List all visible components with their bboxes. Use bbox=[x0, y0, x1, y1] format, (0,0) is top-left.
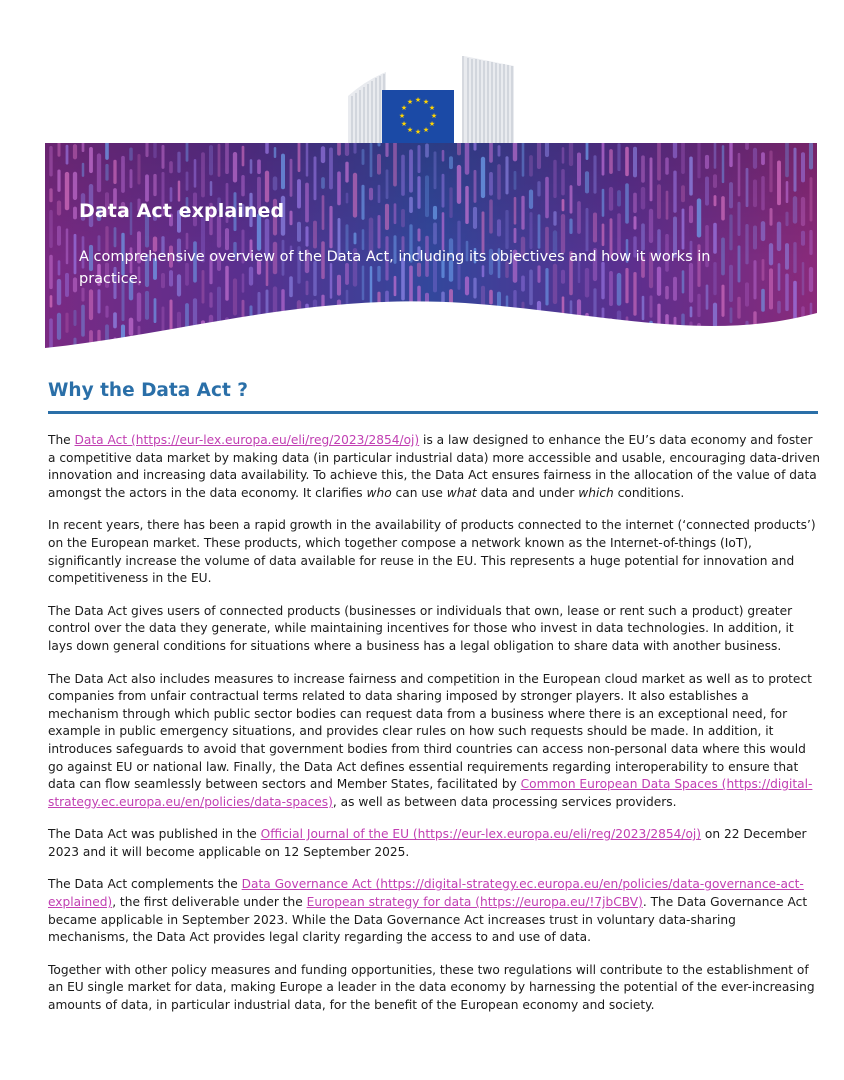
paragraph-7: Together with other policy measures and funding opportunities, these two regulations will contribute to the establishment of an EU single market for data, making Europe a leader in the data economy by harnessing the potential of the ever-increasing amounts of data, in particular industrial data, for the benefit of the European economy and society. bbox=[48, 962, 815, 1013]
paragraph-4 bbox=[48, 671, 820, 812]
svg-text:★: ★ bbox=[428, 120, 436, 128]
text-run: , as well as between data processing services providers. bbox=[332, 794, 677, 809]
text-run: . The Data Governance Act became applicable in September 2023. While the Data Governance Act increases trust in voluntary data-sharing mechanisms, the Data Act provides legal clarity regarding the access to and use of data. bbox=[48, 895, 808, 945]
svg-text:★: ★ bbox=[406, 126, 414, 134]
emphasis-what: what bbox=[446, 485, 477, 500]
text-run: The bbox=[48, 433, 75, 447]
svg-text:★: ★ bbox=[414, 128, 422, 136]
paragraph-2: In recent years, there has been a rapid growth in the availability of products connected to the internet (‘connected products’) on the European market. These products, which together compose a network known as the Internet-of-things (IoT), significantly increase the volume of data available for reuse in the EU. This represents a huge potential for innovation and competitiveness in the EU. bbox=[48, 518, 816, 586]
text-run: can use bbox=[391, 485, 447, 500]
text-run: conditions. bbox=[613, 485, 685, 500]
text-run: is a law designed to enhance the EU’s data economy and foster a competitive data market by making data (in particular industrial data) more accessible and usable, encouraging data-driven innovation and increasing data availability. To achieve this, the Data Act ensures fairness in the allocation of the value of data amongst the actors in the data economy. It clarifies bbox=[48, 433, 820, 500]
european-strategy-for-data-link[interactable]: European strategy for data (https://europa.eu/!7jbCBV) bbox=[306, 895, 643, 910]
emphasis-who: who bbox=[366, 485, 392, 500]
text-run: data and under bbox=[476, 485, 579, 500]
svg-text:★: ★ bbox=[428, 104, 436, 112]
svg-text:★: ★ bbox=[422, 98, 430, 106]
text-run: The Data Act was published in the bbox=[48, 827, 261, 842]
text-run: The Data Act also includes measures to increase fairness and competition in the European cloud market as well as to protect companies from unfair contractual terms related to data sharing imposed by stronger players. It also establishes a mechanism through which public sector bodies can request data from a business where there is an exceptional need, for example in public emergency situations, and provides clear rules on how such requests should be made. In addition, it introduces safeguards to avoid that government bodies from third countries can access non-personal data where this would go against EU or national law. Finally, the Data Act defines essential requirements regarding interoperability to ensure that data can flow seamlessly between sectors and Member States, facilitated by bbox=[48, 671, 812, 792]
text-run: , the first deliverable under the bbox=[112, 895, 307, 910]
section-divider bbox=[48, 411, 818, 414]
data-governance-act-link[interactable]: Data Governance Act (https://digital-strategy.ec.europa.eu/en/policies/data-governance-act-explained) bbox=[48, 877, 804, 910]
article-body bbox=[48, 432, 820, 1030]
text-run: The Data Act complements the bbox=[48, 877, 242, 892]
emphasis-which: which bbox=[578, 485, 614, 500]
paragraph-1 bbox=[48, 432, 820, 502]
svg-text:★: ★ bbox=[400, 104, 408, 112]
hero-banner bbox=[45, 143, 817, 358]
data-spaces-link[interactable]: Common European Data Spaces (https://digital-strategy.ec.europa.eu/en/policies/data-spaces) bbox=[48, 777, 813, 809]
svg-text:★: ★ bbox=[430, 112, 438, 120]
paragraph-5 bbox=[48, 826, 820, 861]
svg-text:★: ★ bbox=[406, 98, 414, 106]
text-run: on 22 December 2023 and it will become applicable on 12 September 2025. bbox=[48, 827, 807, 859]
paragraph-3: The Data Act gives users of connected products (businesses or individuals that own, lease or rent such a product) greater control over the data they generate, while maintaining incentives for those who invest in data technologies. In addition, it lays down general conditions for situations where a business has a legal obligation to share data with another business. bbox=[48, 603, 794, 653]
svg-text:★: ★ bbox=[414, 96, 422, 104]
svg-text:★: ★ bbox=[398, 112, 406, 120]
page-title: Data Act explained bbox=[79, 200, 285, 222]
page-subtitle: A comprehensive overview of the Data Act, including its objectives and how it works in practice. bbox=[79, 249, 711, 287]
svg-text:★: ★ bbox=[422, 126, 430, 134]
svg-text:★: ★ bbox=[400, 120, 408, 128]
section-heading: Why the Data Act ? bbox=[48, 380, 248, 401]
official-journal-link[interactable]: Official Journal of the EU (https://eur-lex.europa.eu/eli/reg/2023/2854/oj) bbox=[260, 827, 702, 842]
data-act-link[interactable]: Data Act (https://eur-lex.europa.eu/eli/reg/2023/2854/oj) bbox=[74, 433, 420, 447]
paragraph-6 bbox=[48, 876, 820, 946]
